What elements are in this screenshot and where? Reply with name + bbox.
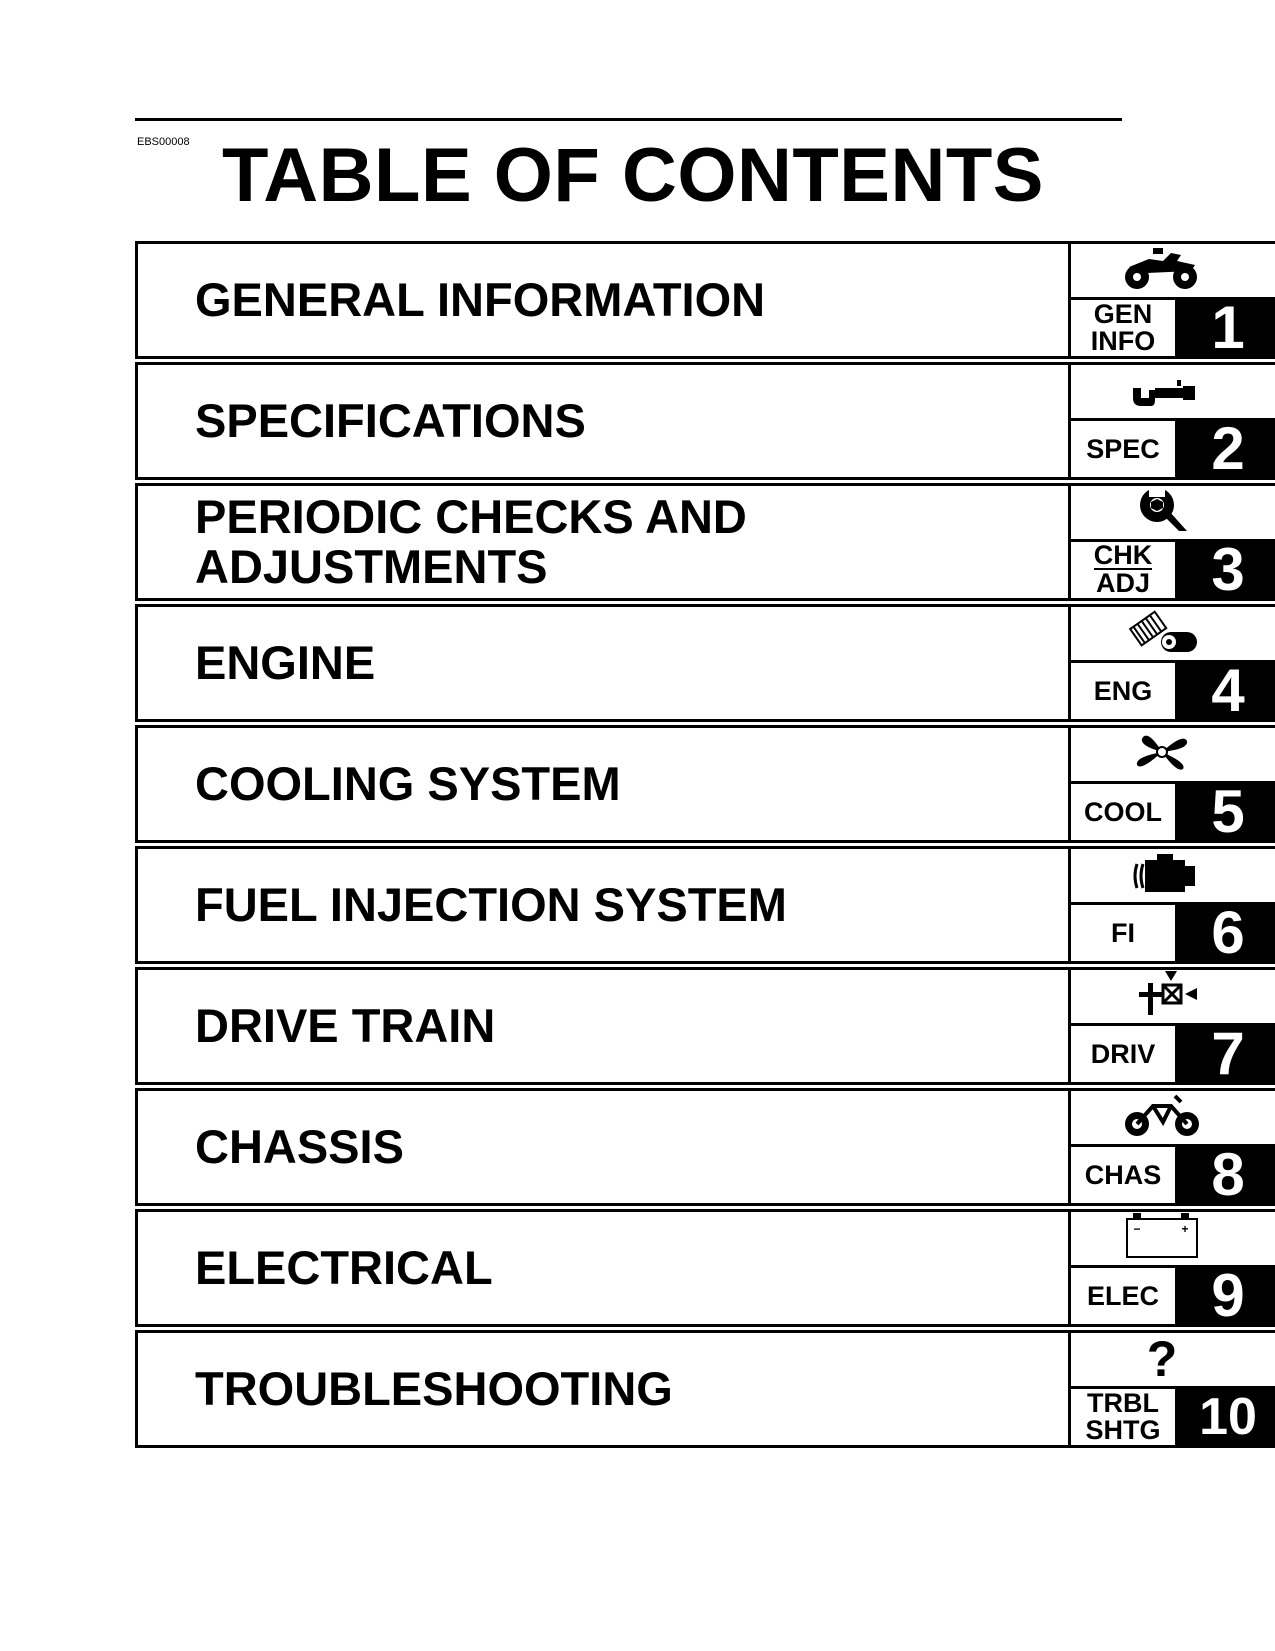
section-tab[interactable] — [1068, 725, 1275, 843]
engine-icon — [1119, 608, 1205, 654]
section-number: 6 — [1175, 902, 1275, 964]
section-abbr-top: CHAS — [1084, 1159, 1162, 1190]
section-abbr-box — [1071, 1144, 1175, 1206]
section-title[interactable] — [195, 849, 1045, 961]
section-title[interactable] — [195, 607, 1045, 719]
section-number: 7 — [1175, 1023, 1275, 1085]
toc-row-4[interactable] — [135, 604, 1275, 722]
toc-row-10[interactable] — [135, 1330, 1275, 1448]
section-abbr — [1071, 542, 1175, 598]
section-abbr-top: ELEC — [1086, 1280, 1159, 1311]
section-abbr-box — [1071, 418, 1175, 480]
section-abbr-top: GEN — [1093, 299, 1153, 329]
section-abbr-bottom: SHTG — [1085, 1415, 1161, 1445]
section-abbr — [1071, 421, 1175, 477]
section-title[interactable] — [195, 244, 1045, 356]
section-abbr — [1071, 1147, 1175, 1203]
section-abbr-top: COOL — [1084, 796, 1162, 827]
section-tab[interactable] — [1068, 604, 1275, 722]
section-tab[interactable] — [1068, 362, 1275, 480]
section-abbr-box — [1071, 1023, 1175, 1085]
section-abbr-box — [1071, 1265, 1175, 1327]
section-abbr-top: SPEC — [1086, 433, 1160, 464]
section-title-text: ELECTRICAL — [195, 1241, 493, 1294]
section-title[interactable] — [195, 1212, 1045, 1324]
toc-row-9[interactable] — [135, 1209, 1275, 1327]
toc-row-5[interactable] — [135, 725, 1275, 843]
section-abbr-top: CHK — [1093, 540, 1153, 570]
chassis-icon — [1119, 1092, 1205, 1138]
section-number: 8 — [1175, 1144, 1275, 1206]
section-title-text: CHASSIS — [195, 1120, 404, 1173]
battery-icon — [1119, 1213, 1205, 1259]
section-tab[interactable] — [1068, 1088, 1275, 1206]
section-abbr — [1071, 300, 1175, 356]
section-abbr-top: TRBL — [1087, 1388, 1159, 1418]
section-number: 10 — [1175, 1386, 1275, 1448]
section-abbr-bottom: INFO — [1090, 326, 1156, 356]
section-number: 3 — [1175, 539, 1275, 601]
toc-row-1[interactable] — [135, 241, 1275, 359]
section-abbr — [1071, 1026, 1175, 1082]
section-tab[interactable] — [1068, 1209, 1275, 1327]
battery-plus-label: + — [1181, 1222, 1189, 1236]
section-number: 4 — [1175, 660, 1275, 722]
section-tab[interactable] — [1068, 483, 1275, 601]
section-title-text: DRIVE TRAIN — [195, 999, 496, 1052]
drive-train-icon — [1119, 971, 1205, 1017]
section-abbr — [1071, 1389, 1175, 1445]
section-abbr-box — [1071, 539, 1175, 601]
section-title-text: SPECIFICATIONS — [195, 394, 586, 447]
section-abbr-bottom: ADJ — [1095, 568, 1150, 598]
section-abbr-box — [1071, 781, 1175, 843]
section-title[interactable] — [195, 1091, 1045, 1203]
section-title[interactable] — [195, 728, 1045, 840]
section-abbr-box — [1071, 902, 1175, 964]
section-tab[interactable] — [1068, 241, 1275, 359]
page-title: TABLE OF CONTENTS — [222, 133, 1044, 218]
section-number: 2 — [1175, 418, 1275, 480]
toc-row-6[interactable] — [135, 846, 1275, 964]
section-title-text: COOLING SYSTEM — [195, 757, 621, 810]
section-abbr — [1071, 1268, 1175, 1324]
section-number: 5 — [1175, 781, 1275, 843]
section-tab[interactable] — [1068, 967, 1275, 1085]
question-mark: ? — [1146, 1334, 1178, 1380]
section-abbr — [1071, 905, 1175, 961]
toc-row-3[interactable] — [135, 483, 1275, 601]
section-title-text: TROUBLESHOOTING — [195, 1362, 673, 1415]
document-code: EBS00008 — [137, 136, 190, 148]
wrench-icon — [1119, 487, 1205, 533]
section-number: 1 — [1175, 297, 1275, 359]
toc-row-8[interactable] — [135, 1088, 1275, 1206]
section-number: 9 — [1175, 1265, 1275, 1327]
section-title-text: PERIODIC CHECKS AND ADJUSTMENTS — [195, 490, 747, 593]
section-title[interactable] — [195, 365, 1045, 477]
section-abbr-top: DRIV — [1090, 1038, 1156, 1069]
section-abbr-box — [1071, 660, 1175, 722]
section-title[interactable] — [195, 486, 1045, 598]
section-abbr — [1071, 663, 1175, 719]
question-icon — [1119, 1334, 1205, 1380]
section-abbr-box — [1071, 1386, 1175, 1448]
section-abbr — [1071, 784, 1175, 840]
toc-row-7[interactable] — [135, 967, 1275, 1085]
section-tab[interactable] — [1068, 846, 1275, 964]
fuel-injection-icon — [1119, 850, 1205, 896]
top-rule — [135, 118, 1122, 121]
toc-row-2[interactable] — [135, 362, 1275, 480]
atv-icon — [1119, 245, 1205, 291]
section-title-text: ENGINE — [195, 636, 376, 689]
section-title-text: FUEL INJECTION SYSTEM — [195, 878, 787, 931]
section-abbr-box — [1071, 297, 1175, 359]
section-title[interactable] — [195, 1333, 1045, 1445]
battery-minus-label: − — [1133, 1222, 1141, 1236]
fan-icon — [1119, 729, 1205, 775]
caliper-icon — [1119, 366, 1205, 412]
section-title[interactable] — [195, 970, 1045, 1082]
section-abbr-top: FI — [1111, 917, 1135, 948]
section-tab[interactable] — [1068, 1330, 1275, 1448]
section-abbr-top: ENG — [1093, 675, 1153, 706]
section-title-text: GENERAL INFORMATION — [195, 273, 766, 326]
